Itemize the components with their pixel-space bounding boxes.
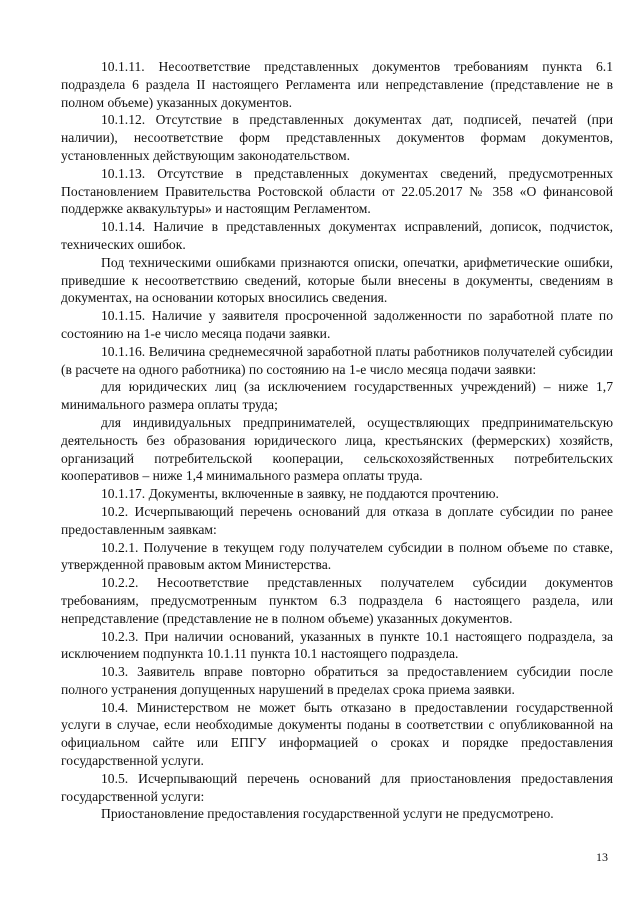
paragraph-individual-entrepreneurs: для индивидуальных предпринимателей, осуществляющих предпринимательскую деятельность без образования юридического лица, крестьянских (фермерских) хозяйств, организаций потребительской кооперации, сельскохозяйственных потребительских кооперативов – ниже 1,4 минимального размера оплаты труда. [61, 414, 613, 484]
paragraph-10-5: 10.5. Исчерпывающий перечень оснований для приостановления предоставления государственной услуги: [61, 770, 613, 804]
page-number: 13 [596, 850, 608, 864]
paragraph-10-3: 10.3. Заявитель вправе повторно обратиться за предоставлением субсидии после полного устранения допущенных нарушений в пределах срока приема заявки. [61, 664, 613, 697]
paragraph-technical-errors: Под техническими ошибками признаются описки, опечатки, арифметические ошибки, приведшие к несоответствию сведений, которые были внесены в документы, сведениям в документах, на основании которых вносились сведения. [61, 254, 613, 306]
paragraph-10-1-12: 10.1.12. Отсутствие в представленных документах дат, подписей, печатей (при наличии), несоответствие форм представленных документов формам документов, установленных действующим законодательством. [61, 112, 613, 163]
paragraph-10-2: 10.2. Исчерпывающий перечень оснований для отказа в доплате субсидии по ранее предоставленным заявкам: [61, 503, 613, 537]
paragraph-10-2-1: 10.2.1. Получение в текущем году получателем субсидии в полном объеме по ставке, утвержденной правовым актом Министерства. [61, 539, 613, 573]
paragraph-10-1-16: 10.1.16. Величина среднемесячной заработной платы работников получателей субсидии (в расчете на одного работника) по состоянию на 1-е число месяца подачи заявки: [61, 343, 613, 377]
paragraph-10-4: 10.4. Министерством не может быть отказано в предоставлении государственной услуги в случае, если необходимые документы поданы в соответствии с опубликованной на официальном сайте или ЕПГУ информацией о сроках и порядке предоставления государственной услуги. [61, 699, 613, 769]
paragraph-10-1-17: 10.1.17. Документы, включенные в заявку, не поддаются прочтению. [101, 486, 499, 502]
paragraph-10-1-13: 10.1.13. Отсутствие в представленных документах сведений, предусмотренных Постановлением Правительства Ростовской области от 22.05.2017 № 358 «О финансовой поддержке аквакультуры» и настоящим Регламентом. [61, 165, 613, 217]
paragraph-10-1-14: 10.1.14. Наличие в представленных документах исправлений, дописок, подчисток, технических ошибок. [61, 219, 613, 252]
paragraph-suspension-not-provided: Приостановление предоставления государственной услуги не предусмотрено. [101, 806, 554, 822]
paragraph-10-2-2: 10.2.2. Несоответствие представленных получателем субсидии документов требованиям, предусмотренным пунктом 6.3 подраздела 6 настоящего раздела, или непредставление (представление не в полном объеме) указанных документов. [61, 575, 613, 626]
paragraph-10-2-3: 10.2.3. При наличии оснований, указанных в пункте 10.1 настоящего подраздела, за исключением подпункта 10.1.11 пункта 10.1 настоящего подраздела. [61, 628, 613, 662]
document-body [61, 58, 613, 823]
paragraph-10-1-11: 10.1.11. Несоответствие представленных документов требованиям пункта 6.1 подраздела 6 раздела II настоящего Регламента или непредставление (представление не в полном объеме) указанных документов. [61, 59, 613, 110]
paragraph-10-1-15: 10.1.15. Наличие у заявителя просроченной задолженности по заработной плате по состоянию на 1-е число месяца подачи заявки. [61, 308, 613, 341]
paragraph-legal-entities: для юридических лиц (за исключением государственных учреждений) – ниже 1,7 минимального размера оплаты труда; [61, 379, 613, 413]
